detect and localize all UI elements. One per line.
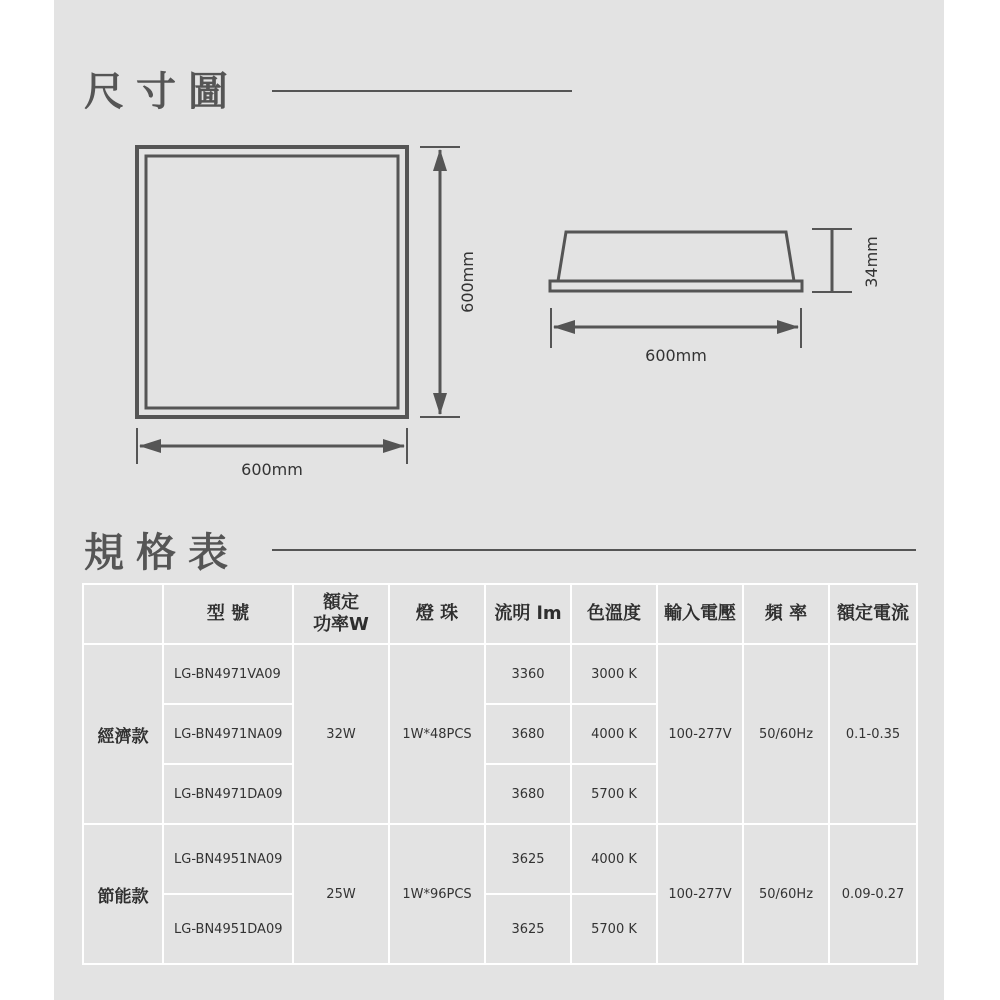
current-cell: 0.09-0.27 (829, 824, 917, 964)
header-rated-current: 額定電流 (829, 584, 917, 644)
dimensions-section-title: 尺寸圖 (84, 69, 240, 115)
cct-cell: 4000 K (571, 824, 657, 894)
header-led: 燈 珠 (389, 584, 485, 644)
side-height-label: 34mm (862, 236, 881, 288)
cct-cell: 4000 K (571, 704, 657, 764)
cct-cell: 5700 K (571, 894, 657, 964)
front-view-panel (137, 147, 407, 417)
category-energy-saving: 節能款 (83, 824, 163, 964)
header-lumen: 流明 lm (485, 584, 571, 644)
table-header-row (83, 584, 917, 644)
front-width-label: 600mm (241, 460, 303, 479)
header-input-voltage: 輸入電壓 (657, 584, 743, 644)
model-cell: LG-BN4971VA09 (163, 644, 293, 704)
cct-cell: 3000 K (571, 644, 657, 704)
header-rated-power: 額定 功率W (293, 584, 389, 644)
header-model: 型 號 (163, 584, 293, 644)
frequency-cell: 50/60Hz (743, 824, 829, 964)
power-cell: 25W (293, 824, 389, 964)
model-cell: LG-BN4951NA09 (163, 824, 293, 894)
side-height-dimension (812, 229, 852, 292)
led-cell: 1W*48PCS (389, 644, 485, 824)
frequency-cell: 50/60Hz (743, 644, 829, 824)
lumen-cell: 3680 (485, 764, 571, 824)
current-cell: 0.1-0.35 (829, 644, 917, 824)
front-height-dimension (420, 147, 460, 417)
voltage-cell: 100-277V (657, 644, 743, 824)
voltage-cell: 100-277V (657, 824, 743, 964)
lumen-cell: 3360 (485, 644, 571, 704)
model-cell: LG-BN4971NA09 (163, 704, 293, 764)
front-height-label: 600mm (458, 251, 477, 313)
table-row (83, 644, 917, 704)
spec-title-rule (272, 549, 916, 551)
lumen-cell: 3680 (485, 704, 571, 764)
spec-table (82, 583, 918, 965)
table-row (83, 824, 917, 894)
model-cell: LG-BN4971DA09 (163, 764, 293, 824)
front-width-dimension (137, 428, 407, 464)
model-cell: LG-BN4951DA09 (163, 894, 293, 964)
category-economy: 經濟款 (83, 644, 163, 824)
header-frequency: 頻 率 (743, 584, 829, 644)
lumen-cell: 3625 (485, 894, 571, 964)
side-width-dimension (551, 308, 801, 348)
side-view-panel (550, 232, 802, 291)
header-category (83, 584, 163, 644)
led-cell: 1W*96PCS (389, 824, 485, 964)
spec-section-title: 規格表 (84, 530, 240, 576)
power-cell: 32W (293, 644, 389, 824)
cct-cell: 5700 K (571, 764, 657, 824)
lumen-cell: 3625 (485, 824, 571, 894)
side-width-label: 600mm (645, 346, 707, 365)
header-cct: 色溫度 (571, 584, 657, 644)
